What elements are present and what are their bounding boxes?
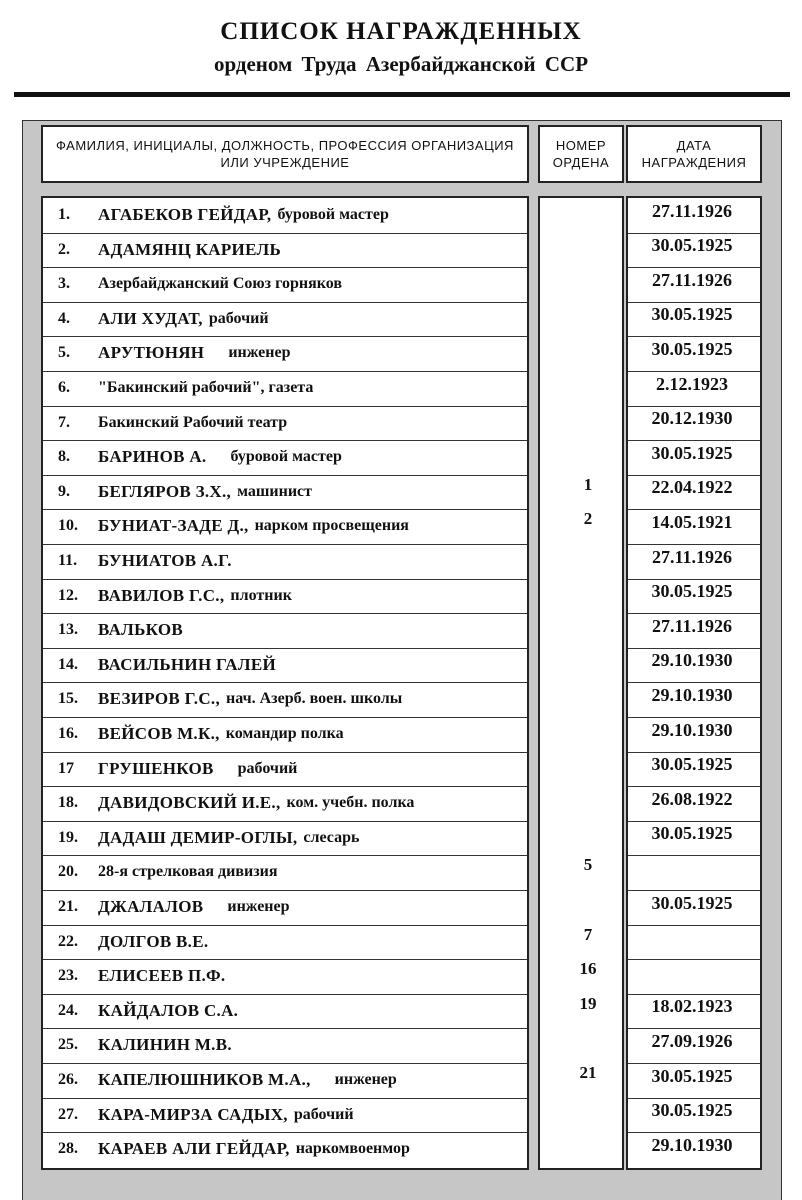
order-number-cell: 21 xyxy=(579,1063,597,1082)
row-description: ком. учебн. полка xyxy=(286,794,415,812)
order-number-cell xyxy=(540,814,636,848)
award-date-cell: 29.10.1930 xyxy=(651,684,733,705)
row-person-name: АГАБЕКОВ ГЕЙДАР, xyxy=(98,205,272,224)
award-date-cell: 30.05.1925 xyxy=(651,304,733,325)
table-row xyxy=(58,233,281,267)
order-number-cell: 2 xyxy=(583,509,593,529)
table-row xyxy=(58,648,276,682)
award-date-cell: 30.05.1925 xyxy=(651,1065,733,1086)
row-number: 14. xyxy=(58,655,78,673)
table-row xyxy=(58,1063,397,1097)
column-header-date: ДАТА НАГРАЖДЕНИЯ xyxy=(626,125,762,183)
table-row xyxy=(58,267,342,301)
order-number-cell xyxy=(540,295,636,329)
table-row xyxy=(58,1098,354,1132)
row-person-name: БУНИАТОВ А.Г. xyxy=(98,551,232,570)
award-date-cell: 27.11.1926 xyxy=(651,546,732,567)
row-person-name: ДЖАЛАЛОВ xyxy=(98,897,204,916)
award-date-cell: 30.05.1925 xyxy=(651,235,733,256)
order-number-cell xyxy=(540,641,636,675)
row-description: инженер xyxy=(334,1071,397,1088)
row-number: 11. xyxy=(58,552,78,569)
award-date-cell: 30.05.1925 xyxy=(651,442,733,463)
row-description: инженер xyxy=(227,898,290,915)
order-number-cell xyxy=(540,606,636,640)
award-date-cell: 20.12.1930 xyxy=(651,408,733,429)
row-person-name: ВАВИЛОВ Г.С., xyxy=(98,585,225,605)
table-row xyxy=(58,579,292,613)
row-number: 15. xyxy=(58,690,78,708)
row-person-name: ДОЛГОВ В.Е. xyxy=(98,931,209,951)
table-row xyxy=(58,509,409,543)
row-description: рабочий xyxy=(208,309,269,327)
table-row xyxy=(58,475,312,509)
row-number: 23. xyxy=(58,967,78,985)
row-description: наркомвоенмор xyxy=(295,1140,410,1158)
order-number-cell xyxy=(540,364,636,398)
table-row xyxy=(58,1028,232,1062)
row-description: нарком просвещения xyxy=(254,517,409,535)
row-number: 1. xyxy=(58,206,70,223)
table-row xyxy=(58,959,225,993)
row-person-name: КАЙДАЛОВ С.А. xyxy=(98,1000,239,1020)
table-row xyxy=(58,855,278,889)
award-date-cell: 14.05.1921 xyxy=(651,511,733,532)
row-person-name: АРУТЮНЯН xyxy=(98,343,205,363)
row-number: 4. xyxy=(58,309,70,327)
row-description: слесарь xyxy=(303,828,360,846)
row-description: рабочий xyxy=(237,759,298,777)
row-description: рабочий xyxy=(293,1105,354,1123)
row-number: 20. xyxy=(58,863,78,881)
row-person-name: БУНИАТ-ЗАДЕ Д., xyxy=(98,516,249,536)
order-number-cell xyxy=(540,433,636,467)
row-number: 7. xyxy=(58,413,70,431)
row-person-name: ВЕЙСОВ М.К., xyxy=(98,724,220,743)
row-number: 21. xyxy=(58,898,78,915)
order-number-cell: 5 xyxy=(583,855,593,875)
award-date-cell: 29.10.1930 xyxy=(651,650,733,671)
column-header-name: ФАМИЛИЯ, ИНИЦИАЛЫ, ДОЛЖНОСТЬ, ПРОФЕССИЯ ОРГАНИЗАЦИЯ ИЛИ УЧРЕЖДЕНИЕ xyxy=(41,125,529,183)
row-description: Азербайджанский Союз горняков xyxy=(98,275,342,293)
row-person-name: ДАДАШ ДЕМИР-ОГЛЫ, xyxy=(98,827,298,847)
award-date-cell: 27.11.1926 xyxy=(651,200,732,221)
order-number-cell xyxy=(540,537,636,571)
award-date-cell: 29.10.1930 xyxy=(651,719,733,740)
table-row xyxy=(58,406,287,440)
row-person-name: КАРА-МИРЗА САДЫХ, xyxy=(98,1104,288,1124)
order-number-cell: 16 xyxy=(579,959,597,979)
table-row xyxy=(58,544,232,578)
order-number-cell xyxy=(540,1021,636,1055)
row-number: 10. xyxy=(58,517,78,535)
table-row xyxy=(58,717,344,751)
award-date-cell: 27.11.1926 xyxy=(651,269,732,290)
row-number: 27. xyxy=(58,1105,78,1123)
order-number-cell xyxy=(540,572,636,606)
order-number-cell xyxy=(540,1091,636,1125)
row-number: 9. xyxy=(58,482,70,500)
row-person-name: ЕЛИСЕЕВ П.Ф. xyxy=(98,966,226,986)
row-description: буровой мастер xyxy=(277,206,389,223)
row-number: 12. xyxy=(58,586,78,604)
table-row xyxy=(58,613,183,647)
award-date-cell: 18.02.1923 xyxy=(651,996,733,1017)
row-number: 17 xyxy=(58,759,74,777)
table-row xyxy=(58,1132,410,1166)
award-date-cell: 27.11.1926 xyxy=(651,615,732,636)
row-person-name: АЛИ ХУДАТ, xyxy=(98,308,203,328)
row-number: 25. xyxy=(58,1036,78,1054)
row-number: 3. xyxy=(58,275,70,293)
award-date-cell: 30.05.1925 xyxy=(651,581,733,602)
row-description: буровой мастер xyxy=(230,448,342,466)
row-number: 6. xyxy=(58,379,70,396)
row-person-name: БЕГЛЯРОВ З.Х., xyxy=(98,481,232,501)
row-person-name: ГРУШЕНКОВ xyxy=(98,758,214,778)
order-number-cell xyxy=(540,329,636,363)
row-number: 26. xyxy=(58,1071,78,1088)
row-description: командир полка xyxy=(225,725,344,742)
order-number-cell xyxy=(540,710,636,744)
row-description: плотник xyxy=(230,586,292,604)
row-person-name: КАЛИНИН М.В. xyxy=(98,1035,232,1055)
row-person-name: КАПЕЛЮШНИКОВ М.А., xyxy=(98,1070,311,1089)
award-date-cell xyxy=(628,955,756,989)
column-header-order: НОМЕР ОРДЕНА xyxy=(538,125,624,183)
table-row xyxy=(58,302,269,336)
table-row xyxy=(58,371,313,405)
row-person-name: АДАМЯНЦ КАРИЕЛЬ xyxy=(98,239,281,259)
header-rule xyxy=(14,92,790,97)
page-title: СПИСОК НАГРАЖДЕННЫХ xyxy=(220,18,582,45)
row-number: 16. xyxy=(58,725,78,742)
row-number: 28. xyxy=(58,1140,78,1158)
page-subtitle: орденом Труда Азербайджанской ССР xyxy=(213,52,589,76)
row-number: 5. xyxy=(58,344,70,362)
order-number-cell xyxy=(540,745,636,779)
row-number: 18. xyxy=(58,794,78,812)
award-date-cell xyxy=(628,921,756,955)
row-person-name: ВЕЗИРОВ Г.С., xyxy=(98,689,221,709)
row-description: машинист xyxy=(237,482,312,500)
order-number-cell xyxy=(540,883,636,917)
row-number: 22. xyxy=(58,932,78,950)
table-row xyxy=(58,682,402,716)
award-date-cell: 30.05.1925 xyxy=(651,1100,733,1121)
award-date-cell: 22.04.1922 xyxy=(651,477,733,498)
order-number-cell xyxy=(540,675,636,709)
order-number-cell: 7 xyxy=(583,924,593,944)
order-number-cell xyxy=(540,1125,636,1159)
row-number: 19. xyxy=(58,828,78,846)
order-number-cell xyxy=(540,399,636,433)
table-row xyxy=(58,336,290,370)
award-date-cell: 2.12.1923 xyxy=(656,373,728,394)
row-description: инженер xyxy=(228,344,291,362)
table-row xyxy=(58,821,359,855)
row-description: 28-я стрелковая дивизия xyxy=(98,863,278,881)
order-number-cell xyxy=(540,260,636,294)
award-date-cell: 29.10.1930 xyxy=(651,1134,733,1155)
order-number-cell: 19 xyxy=(579,993,597,1013)
table-row xyxy=(58,994,238,1028)
table-row xyxy=(58,890,290,924)
row-person-name: ВАСИЛЬНИН ГАЛЕЙ xyxy=(98,654,276,674)
table-row xyxy=(58,925,208,959)
row-number: 24. xyxy=(58,1001,78,1019)
row-number: 2. xyxy=(58,240,70,258)
award-date-cell: 30.05.1925 xyxy=(651,892,733,913)
award-date-cell: 30.05.1925 xyxy=(651,754,733,775)
row-number: 8. xyxy=(58,448,70,466)
row-description: "Бакинский рабочий", газета xyxy=(98,379,314,396)
order-number-cell xyxy=(540,226,636,260)
table-row xyxy=(58,752,297,786)
row-number: 13. xyxy=(58,621,78,639)
row-person-name: КАРАЕВ АЛИ ГЕЙДАР, xyxy=(98,1139,290,1159)
award-date-cell xyxy=(628,851,756,885)
order-number-cell xyxy=(540,191,636,225)
row-description: нач. Азерб. воен. школы xyxy=(226,690,403,708)
award-date-cell: 30.05.1925 xyxy=(651,338,733,359)
table-row xyxy=(58,786,414,820)
table-row xyxy=(58,440,342,474)
row-person-name: БАРИНОВ А. xyxy=(98,447,207,467)
row-description: Бакинский Рабочий театр xyxy=(98,413,288,431)
award-date-cell: 26.08.1922 xyxy=(651,788,733,809)
award-date-cell: 27.09.1926 xyxy=(651,1030,733,1051)
order-number-cell xyxy=(540,779,636,813)
table-row xyxy=(58,198,389,232)
order-number-cell: 1 xyxy=(583,474,593,494)
row-person-name: ВАЛЬКОВ xyxy=(98,620,184,640)
row-person-name: ДАВИДОВСКИЙ И.Е., xyxy=(98,793,281,813)
award-date-cell: 30.05.1925 xyxy=(651,823,733,844)
